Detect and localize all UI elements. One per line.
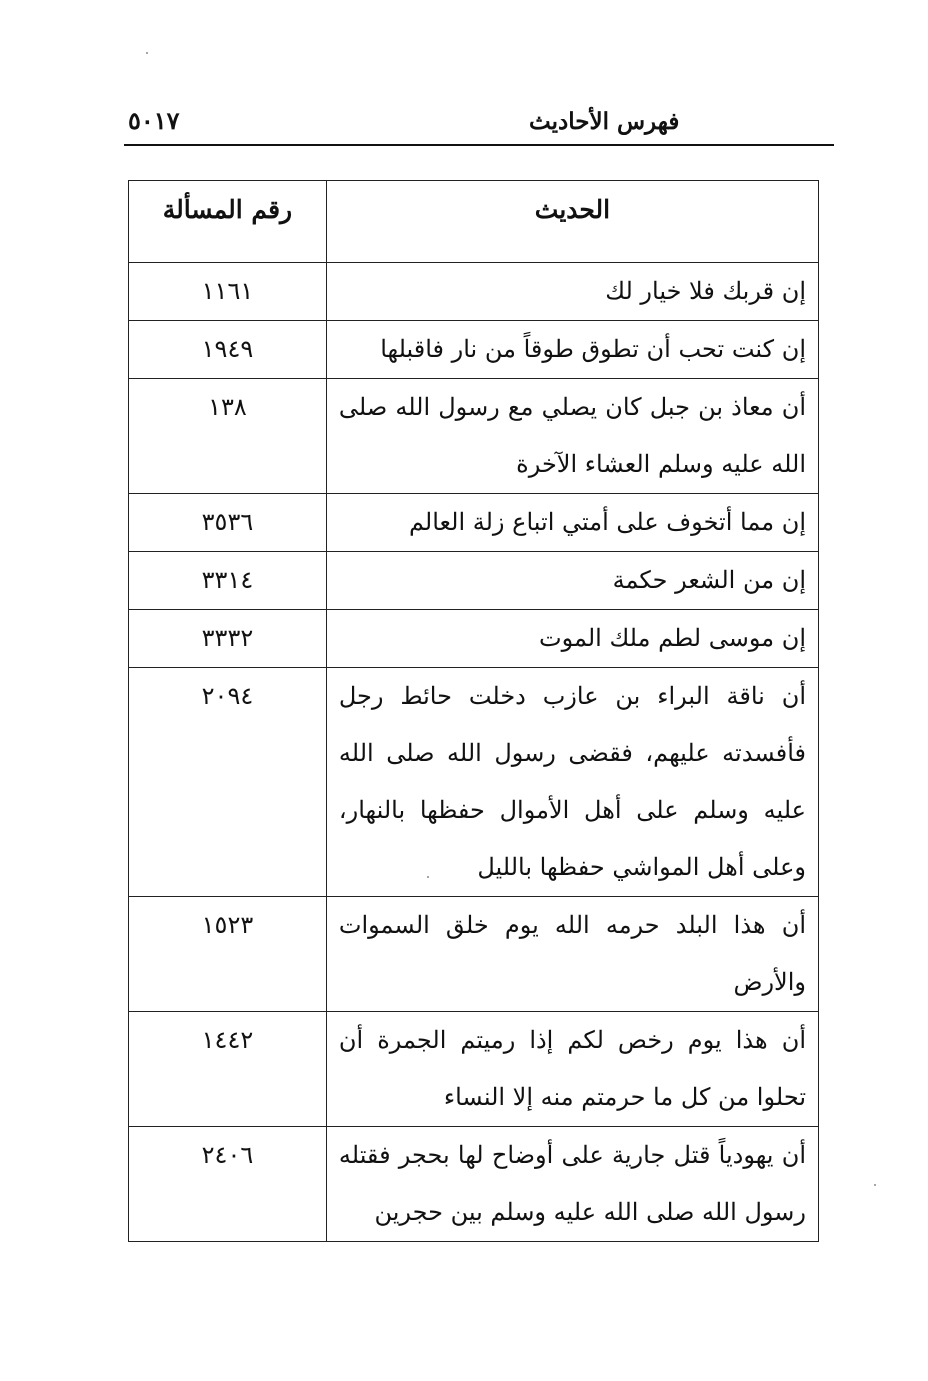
issue-number-cell: ٣٣١٤	[129, 552, 327, 610]
issue-number-cell: ٣٣٣٢	[129, 610, 327, 668]
hadith-text-cell: إن موسى لطم ملك الموت	[326, 610, 818, 668]
issue-number-cell: ٣٥٣٦	[129, 494, 327, 552]
table-row	[129, 1127, 819, 1242]
table-row	[129, 610, 819, 668]
hadith-text-cell: إن مما أتخوف على أمتي اتباع زلة العالم	[326, 494, 818, 552]
hadith-text-cell: أن هذا يوم رخص لكم إذا رميتم الجمرة أن تحلوا من كل ما حرمتم منه إلا النساء	[326, 1012, 818, 1127]
page-number: ٥٠١٧	[128, 106, 180, 135]
hadith-text-cell: إن كنت تحب أن تطوق طوقاً من نار فاقبلها	[326, 321, 818, 379]
issue-number-cell: ١٥٢٣	[129, 897, 327, 1012]
scan-speck	[146, 52, 148, 54]
hadith-text-cell: أن هذا البلد حرمه الله يوم خلق السموات والأرض	[326, 897, 818, 1012]
table-row	[129, 321, 819, 379]
hadith-text-cell: أن ناقة البراء بن عازب دخلت حائط رجل فأفسدته عليهم، فقضى رسول الله صلى الله عليه وسلم على أهل الأموال حفظها بالنهار، وعلى أهل المواشي حفظها بالليل	[326, 668, 818, 897]
table-row	[129, 379, 819, 494]
issue-number-cell: ٢٤٠٦	[129, 1127, 327, 1242]
scan-speck	[874, 1184, 876, 1186]
table-row	[129, 1012, 819, 1127]
table-row	[129, 668, 819, 897]
table-row	[129, 494, 819, 552]
column-header-hadith: الحديث	[326, 181, 818, 263]
hadith-text-cell: أن يهودياً قتل جارية على أوضاح لها بحجر فقتله رسول الله صلى الله عليه وسلم بين حجرين	[326, 1127, 818, 1242]
hadith-text-cell: إن من الشعر حكمة	[326, 552, 818, 610]
scan-speck	[427, 876, 429, 878]
column-header-issue-number: رقم المسألة	[129, 181, 327, 263]
issue-number-cell: ١٩٤٩	[129, 321, 327, 379]
table-row	[129, 897, 819, 1012]
table-header-row	[129, 181, 819, 263]
issue-number-cell: ٢٠٩٤	[129, 668, 327, 897]
issue-number-cell: ١١٦١	[129, 263, 327, 321]
page-header	[124, 104, 834, 146]
table-row	[129, 263, 819, 321]
table-row	[129, 552, 819, 610]
issue-number-cell: ١٣٨	[129, 379, 327, 494]
issue-number-cell: ١٤٤٢	[129, 1012, 327, 1127]
hadith-text-cell: أن معاذ بن جبل كان يصلي مع رسول الله صلى الله عليه وسلم العشاء الآخرة	[326, 379, 818, 494]
hadith-index-table	[128, 180, 819, 1242]
hadith-text-cell: إن قربك فلا خيار لك	[326, 263, 818, 321]
running-title: فهرس الأحاديث	[529, 108, 680, 135]
